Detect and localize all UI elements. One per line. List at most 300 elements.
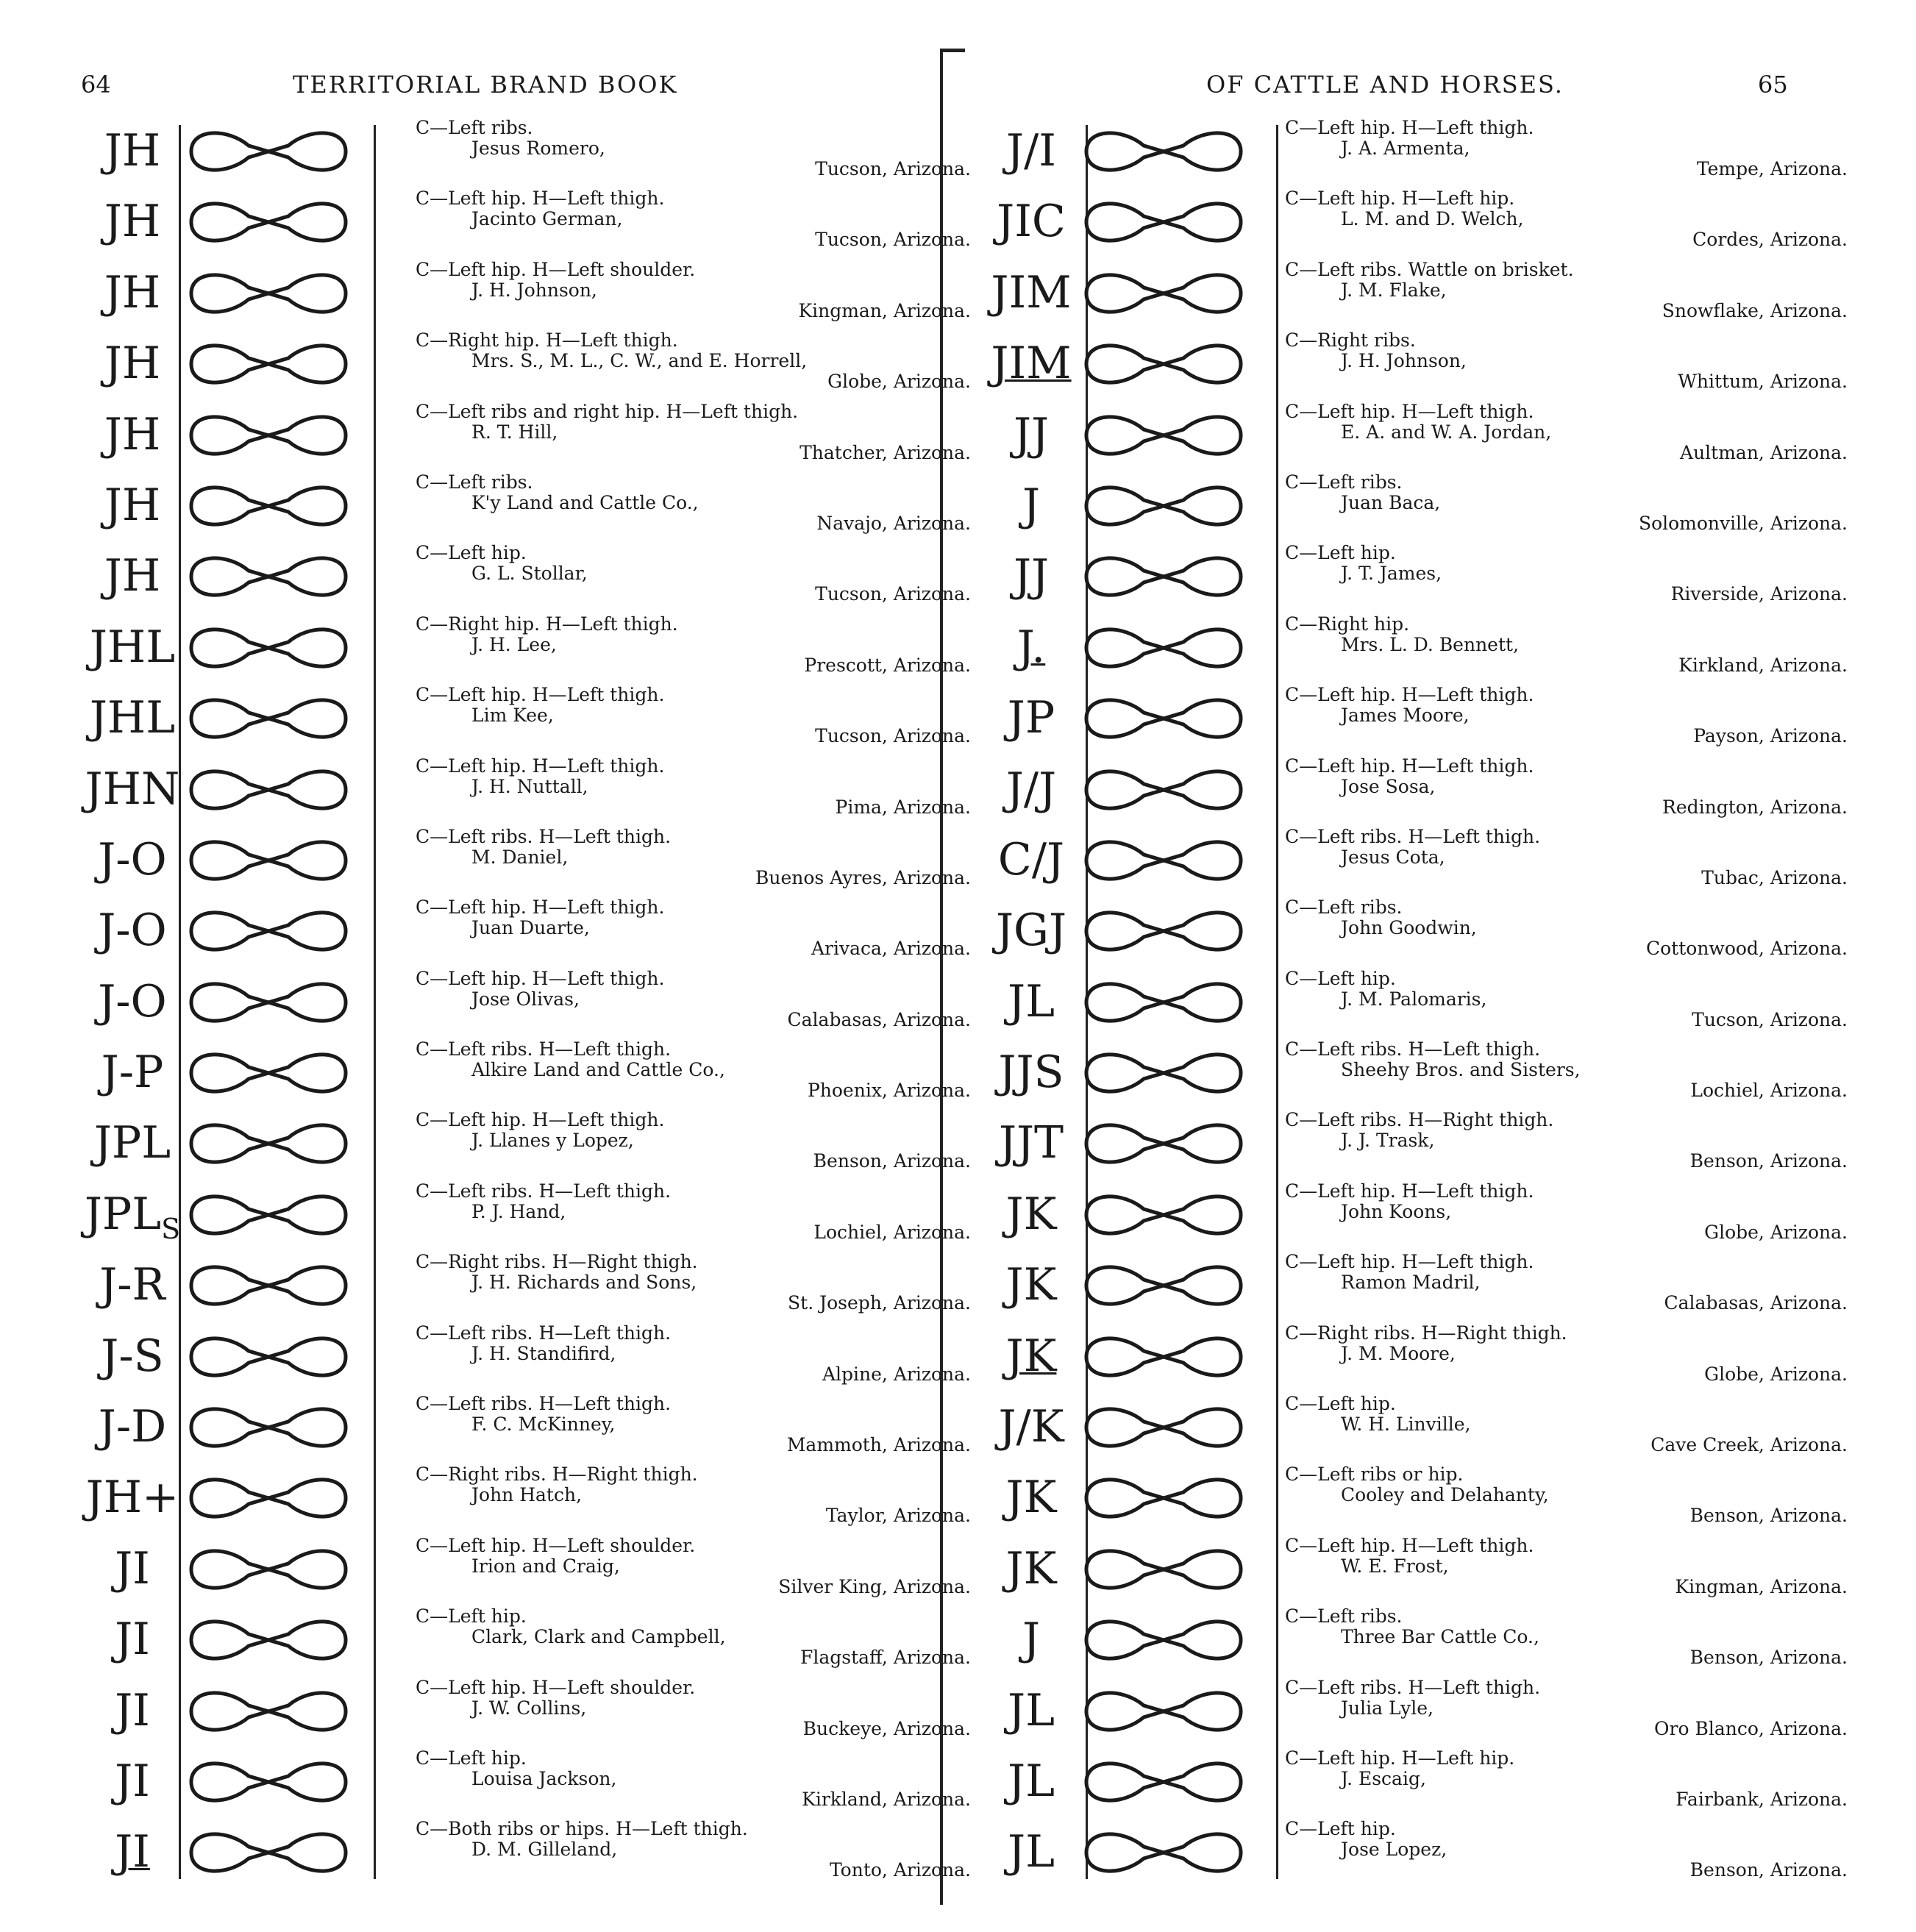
earmark-icon <box>1079 1541 1248 1597</box>
entry-text <box>1285 1039 1848 1101</box>
mark-location: C—Left ribs. <box>1285 897 1403 919</box>
owner-location: Phoenix, Arizona. <box>807 1080 971 1102</box>
owner-name: J. H. Nuttall, <box>471 775 588 797</box>
brand-entry <box>980 967 1848 1038</box>
brand-entry <box>980 400 1848 471</box>
owner-name: Mrs. S., M. L., C. W., and E. Horrell, <box>471 350 808 372</box>
brand-entry <box>980 1322 1848 1392</box>
owner-name: J. W. Collins, <box>471 1697 587 1719</box>
owner-location: Tempe, Arizona. <box>1696 158 1848 179</box>
brand-entry <box>81 400 971 471</box>
earmark-figure <box>1079 1612 1248 1668</box>
earmark-figure <box>184 124 353 179</box>
brand-entry <box>980 187 1848 257</box>
entry-text <box>416 260 971 321</box>
owner-name: Juan Duarte, <box>471 917 590 939</box>
brand-mark: J-R <box>99 1259 165 1311</box>
earmark-figure <box>1079 974 1248 1030</box>
brand-entry <box>980 116 1848 187</box>
owner-name: J. H. Lee, <box>471 633 557 655</box>
brand-mark: JK <box>1005 1188 1057 1240</box>
brand-mark: JK <box>1005 1542 1057 1594</box>
brand-mark: JL <box>1008 1755 1055 1807</box>
earmark-icon <box>184 1400 353 1455</box>
brand-mark: J-O <box>98 905 167 957</box>
owner-location: Silver King, Arizona. <box>778 1575 971 1597</box>
brand-entry <box>980 613 1848 683</box>
brand-entry <box>81 471 971 541</box>
entry-text <box>1285 1464 1848 1526</box>
owner-location: Benson, Arizona. <box>1689 1859 1848 1881</box>
entry-text <box>416 827 971 888</box>
brand-mark: JHL <box>89 621 176 673</box>
earmark-icon <box>1079 407 1248 463</box>
earmark-icon <box>184 1329 353 1385</box>
earmark-icon <box>1079 1683 1248 1739</box>
earmark-figure <box>1079 903 1248 959</box>
owner-location: Tucson, Arizona. <box>815 583 971 605</box>
brand-entry <box>980 1534 1848 1605</box>
brand-entry <box>980 683 1848 754</box>
owner-name: Julia Lyle, <box>1341 1697 1434 1719</box>
mark-location: C—Left ribs. H—Left thigh. <box>1285 1038 1541 1061</box>
earmark-icon <box>184 1470 353 1526</box>
earmark-figure <box>1079 762 1248 818</box>
entry-text <box>1285 188 1848 250</box>
brand-entry <box>980 258 1848 329</box>
brand-entry <box>81 683 971 754</box>
earmark-figure <box>184 903 353 959</box>
earmark-figure <box>184 194 353 250</box>
page-header: OF CATTLE AND HORSES. <box>1206 71 1564 99</box>
earmark-figure <box>184 833 353 888</box>
owner-name: J. T. James, <box>1341 563 1442 585</box>
brand-entry <box>81 329 971 399</box>
owner-name: Sheehy Bros. and Sisters, <box>1341 1059 1581 1081</box>
mark-location: C—Left ribs. <box>416 117 533 138</box>
owner-name: F. C. McKinney, <box>471 1414 616 1436</box>
earmark-icon <box>1079 903 1248 959</box>
owner-name: Alkire Land and Cattle Co., <box>471 1059 725 1081</box>
owner-name: John Goodwin, <box>1341 917 1477 939</box>
owner-location: Cave Creek, Arizona. <box>1650 1434 1848 1456</box>
owner-location: Oro Blanco, Arizona. <box>1654 1717 1848 1739</box>
earmark-figure <box>184 762 353 818</box>
owner-location: Tucson, Arizona. <box>815 229 971 251</box>
earmark-icon <box>1079 1400 1248 1455</box>
earmark-icon <box>1079 1329 1248 1385</box>
brand-mark: J/I <box>1006 125 1056 177</box>
brand-entry <box>81 1676 971 1747</box>
owner-location: Redington, Arizona. <box>1662 796 1848 818</box>
brand-entry <box>81 896 971 966</box>
owner-location: Calabasas, Arizona. <box>1664 1292 1848 1314</box>
owner-location: Kingman, Arizona. <box>798 299 971 321</box>
mark-location: C—Left hip. <box>416 1605 527 1628</box>
brand-entry <box>81 258 971 329</box>
mark-location: C—Left ribs. H—Left thigh. <box>416 1322 672 1344</box>
brand-entries <box>980 116 1848 1889</box>
entry-text <box>1285 402 1848 463</box>
earmark-icon <box>184 903 353 959</box>
mark-location: C—Left ribs and right hip. H—Left thigh. <box>416 400 799 422</box>
earmark-figure <box>1079 336 1248 392</box>
earmark-figure <box>1079 194 1248 250</box>
brand-entry <box>81 1322 971 1392</box>
mark-location: C—Left ribs. Wattle on brisket. <box>1285 258 1574 280</box>
owner-name: Cooley and Delahanty, <box>1341 1484 1549 1506</box>
brand-entry <box>81 1250 971 1321</box>
owner-location: Whittum, Arizona. <box>1678 371 1848 393</box>
entry-text <box>1285 969 1848 1030</box>
earmark-figure <box>1079 407 1248 463</box>
earmark-figure <box>184 691 353 746</box>
owner-name: L. M. and D. Welch, <box>1341 208 1524 230</box>
owner-name: R. T. Hill, <box>471 421 558 443</box>
brand-entry <box>980 1747 1848 1817</box>
owner-name: W. E. Frost, <box>1341 1555 1449 1577</box>
earmark-icon <box>184 620 353 676</box>
owner-location: Globe, Arizona. <box>1704 1221 1848 1243</box>
owner-name: J. H. Richards and Sons, <box>471 1272 697 1294</box>
owner-name: Mrs. L. D. Bennett, <box>1341 633 1520 655</box>
entry-text <box>416 1678 971 1739</box>
earmark-icon <box>1079 974 1248 1030</box>
earmark-icon <box>184 1612 353 1668</box>
brand-mark: JL <box>1008 1826 1055 1878</box>
owner-name: James Moore, <box>1341 705 1470 727</box>
brand-mark: JK <box>1005 1330 1057 1382</box>
brand-mark: JI <box>115 1684 150 1736</box>
owner-name: M. Daniel, <box>471 846 569 868</box>
entry-text <box>416 685 971 746</box>
mark-location: C—Left ribs. <box>1285 471 1403 493</box>
brand-mark: JH <box>104 125 161 177</box>
entry-text <box>416 969 971 1030</box>
entry-text <box>416 1252 971 1313</box>
owner-location: Lochiel, Arizona. <box>813 1221 971 1243</box>
brand-mark: J <box>1022 1614 1041 1666</box>
earmark-figure <box>184 1187 353 1243</box>
earmark-figure <box>1079 1187 1248 1243</box>
owner-name: Jose Olivas, <box>471 988 580 1010</box>
earmark-icon <box>184 1541 353 1597</box>
owner-name: J. A. Armenta, <box>1341 138 1470 159</box>
earmark-figure <box>184 974 353 1030</box>
entry-text <box>1285 1536 1848 1597</box>
owner-location: Cottonwood, Arizona. <box>1646 938 1848 960</box>
earmark-icon <box>184 265 353 321</box>
brand-mark: JI <box>115 1542 150 1594</box>
owner-location: Tonto, Arizona. <box>829 1859 971 1881</box>
entry-text <box>1285 756 1848 818</box>
brand-entry <box>980 1676 1848 1747</box>
mark-location: C—Left hip. H—Left shoulder. <box>416 1676 696 1698</box>
earmark-icon <box>1079 194 1248 250</box>
entry-text <box>416 472 971 534</box>
owner-name: Clark, Clark and Campbell, <box>471 1626 726 1648</box>
owner-name: John Hatch, <box>471 1484 583 1506</box>
brand-mark: J/K <box>998 1401 1064 1453</box>
entry-text <box>416 118 971 179</box>
entry-text <box>416 756 971 818</box>
mark-location: C—Left ribs. H—Left thigh. <box>416 1038 672 1061</box>
mark-location: C—Left ribs. H—Left thigh. <box>416 1393 672 1415</box>
owner-name: J. M. Flake, <box>1341 279 1447 301</box>
brand-mark: J <box>1022 479 1041 531</box>
earmark-icon <box>184 549 353 605</box>
owner-name: J. Llanes y Lopez, <box>471 1130 634 1152</box>
earmark-icon <box>1079 1045 1248 1101</box>
earmark-figure <box>184 1470 353 1526</box>
mark-location: C—Left ribs or hip. <box>1285 1464 1464 1486</box>
mark-location: C—Left hip. <box>416 542 527 564</box>
mark-location: C—Left ribs. H—Left thigh. <box>1285 825 1541 847</box>
mark-location: C—Left ribs. H—Right thigh. <box>1285 1109 1554 1131</box>
earmark-icon <box>1079 1258 1248 1313</box>
brand-entry <box>81 1534 971 1605</box>
owner-location: Globe, Arizona. <box>1704 1363 1848 1385</box>
earmark-icon <box>1079 833 1248 888</box>
mark-location: C—Left hip. H—Left hip. <box>1285 1747 1515 1769</box>
earmark-icon <box>184 1045 353 1101</box>
owner-location: Buckeye, Arizona. <box>802 1717 971 1739</box>
entry-text <box>416 1394 971 1455</box>
brand-mark: JJS <box>998 1047 1064 1099</box>
entry-text <box>416 1110 971 1172</box>
brand-mark: JIM <box>991 338 1072 390</box>
brand-entry <box>81 1392 971 1463</box>
brand-entry <box>980 896 1848 966</box>
page-number: 65 <box>1758 71 1788 99</box>
entry-text <box>416 1039 971 1101</box>
owner-name: W. H. Linville, <box>1341 1414 1471 1436</box>
brand-entries <box>81 116 971 1889</box>
brand-entry <box>980 1392 1848 1463</box>
earmark-icon <box>184 691 353 746</box>
brand-entry <box>980 1108 1848 1179</box>
entry-text <box>1285 330 1848 392</box>
earmark-figure <box>1079 1825 1248 1881</box>
brand-entry <box>81 1605 971 1675</box>
earmark-figure <box>1079 1541 1248 1597</box>
brand-mark: JGJ <box>995 905 1067 957</box>
owner-name: Irion and Craig, <box>471 1555 620 1577</box>
mark-location: C—Right hip. <box>1285 613 1410 635</box>
owner-name: Jesus Romero, <box>471 138 605 159</box>
mark-location: C—Left hip. H—Left thigh. <box>416 967 665 989</box>
entry-text <box>1285 1252 1848 1313</box>
earmark-figure <box>184 478 353 534</box>
brand-entry <box>980 755 1848 825</box>
entry-text <box>1285 260 1848 321</box>
brand-mark: J-D <box>98 1401 167 1453</box>
earmark-icon <box>1079 620 1248 676</box>
earmark-figure <box>184 1116 353 1172</box>
owner-location: Fairbank, Arizona. <box>1675 1788 1848 1810</box>
earmark-figure <box>184 265 353 321</box>
mark-location: C—Left ribs. <box>1285 1605 1403 1628</box>
mark-location: C—Left ribs. H—Left thigh. <box>1285 1676 1541 1698</box>
owner-location: Benson, Arizona. <box>1689 1647 1848 1669</box>
earmark-icon <box>184 407 353 463</box>
earmark-figure <box>184 1754 353 1810</box>
brand-entry <box>980 541 1848 612</box>
owner-location: Tucson, Arizona. <box>815 158 971 179</box>
owner-name: G. L. Stollar, <box>471 563 588 585</box>
owner-name: Three Bar Cattle Co., <box>1341 1626 1539 1648</box>
page-number: 64 <box>81 71 111 99</box>
earmark-icon <box>184 478 353 534</box>
brand-mark: J-P <box>101 1047 164 1099</box>
entry-text <box>1285 472 1848 534</box>
entry-text <box>416 1323 971 1385</box>
earmark-icon <box>184 1754 353 1810</box>
brand-mark: JH <box>104 196 161 248</box>
owner-location: Solomonville, Arizona. <box>1638 512 1848 534</box>
earmark-icon <box>1079 1116 1248 1172</box>
owner-location: Benson, Arizona. <box>813 1150 971 1172</box>
owner-location: Globe, Arizona. <box>827 371 971 393</box>
earmark-icon <box>1079 124 1248 179</box>
brand-mark: JJ <box>1013 550 1050 602</box>
earmark-figure <box>1079 691 1248 746</box>
brand-entry <box>980 1038 1848 1108</box>
brand-mark: JIC <box>997 196 1066 248</box>
earmark-figure <box>184 336 353 392</box>
brand-mark: JH <box>104 479 161 531</box>
mark-location: C—Left hip. H—Left thigh. <box>416 1109 665 1131</box>
earmark-icon <box>1079 691 1248 746</box>
brand-entry <box>980 825 1848 896</box>
earmark-icon <box>184 1825 353 1881</box>
owner-name: Jose Sosa, <box>1341 775 1436 797</box>
mark-location: C—Left hip. H—Left shoulder. <box>416 258 696 280</box>
owner-name: E. A. and W. A. Jordan, <box>1341 421 1552 443</box>
owner-location: Calabasas, Arizona. <box>787 1008 971 1030</box>
owner-location: St. Joseph, Arizona. <box>788 1292 971 1314</box>
earmark-icon <box>184 1187 353 1243</box>
earmark-figure <box>1079 1045 1248 1101</box>
brand-mark: JH+ <box>85 1472 179 1524</box>
mark-location: C—Left hip. H—Left thigh. <box>1285 1180 1534 1202</box>
owner-name: J. H. Standifird, <box>471 1342 616 1364</box>
earmark-icon <box>1079 1754 1248 1810</box>
earmark-icon <box>184 336 353 392</box>
brand-entry <box>81 1108 971 1179</box>
entry-text <box>416 897 971 959</box>
owner-name: D. M. Gilleland, <box>471 1839 618 1861</box>
mark-location: C—Right hip. H—Left thigh. <box>416 613 678 635</box>
brand-entry <box>81 1038 971 1108</box>
owner-location: Alpine, Arizona. <box>822 1363 971 1385</box>
earmark-icon <box>184 194 353 250</box>
entry-text <box>1285 1323 1848 1385</box>
entry-text <box>1285 614 1848 676</box>
entry-text <box>416 614 971 676</box>
brand-mark: JI <box>115 1755 150 1807</box>
brand-entry <box>81 1817 971 1888</box>
entry-text <box>416 1536 971 1597</box>
owner-name: J. M. Moore, <box>1341 1342 1456 1364</box>
mark-location: C—Left hip. H—Left thigh. <box>416 188 665 210</box>
brand-mark: JP <box>1007 692 1055 744</box>
entry-text <box>1285 1819 1848 1881</box>
brand-entry <box>980 1180 1848 1250</box>
earmark-figure <box>1079 1116 1248 1172</box>
mark-location: C—Left hip. H—Left thigh. <box>416 897 665 919</box>
brand-mark: JK <box>1005 1472 1057 1524</box>
brand-mark: JHL <box>89 692 176 744</box>
earmark-figure <box>184 1045 353 1101</box>
brand-mark: JJT <box>998 1117 1064 1169</box>
earmark-icon <box>1079 265 1248 321</box>
owner-name: J. J. Trask, <box>1341 1130 1435 1152</box>
owner-location: Kirkland, Arizona. <box>802 1788 971 1810</box>
earmark-figure <box>1079 1329 1248 1385</box>
brand-mark: JJ <box>1013 408 1050 460</box>
mark-location: C—Left hip. <box>1285 1393 1396 1415</box>
earmark-icon <box>1079 478 1248 534</box>
mark-location: C—Right ribs. <box>1285 329 1416 352</box>
brand-mark: JI <box>115 1826 150 1878</box>
earmark-icon <box>184 833 353 888</box>
earmark-figure <box>1079 1683 1248 1739</box>
brand-mark: $JPL_S$ <box>84 1188 181 1245</box>
earmark-icon <box>1079 762 1248 818</box>
entry-text <box>1285 1748 1848 1810</box>
earmark-figure <box>1079 833 1248 888</box>
entry-text <box>1285 118 1848 179</box>
owner-location: Aultman, Arizona. <box>1680 441 1848 463</box>
owner-location: Arivaca, Arizona. <box>811 938 971 960</box>
mark-location: C—Left hip. H—Left thigh. <box>1285 117 1534 138</box>
entry-text <box>416 1181 971 1243</box>
owner-location: Kirkland, Arizona. <box>1678 654 1848 676</box>
brand-entry <box>980 1250 1848 1321</box>
entry-text <box>416 330 971 392</box>
owner-name: Jose Lopez, <box>1341 1839 1447 1861</box>
mark-location: C—Left hip. H—Left shoulder. <box>416 1534 696 1556</box>
owner-name: P. J. Hand, <box>471 1200 566 1222</box>
entry-text <box>416 188 971 250</box>
earmark-figure <box>184 1541 353 1597</box>
owner-name: J. H. Johnson, <box>471 279 597 301</box>
mark-location: C—Left hip. <box>416 1747 527 1769</box>
owner-location: Snowflake, Arizona. <box>1662 299 1848 321</box>
brand-mark: JL <box>1008 1684 1055 1736</box>
owner-name: K'y Land and Cattle Co., <box>471 491 699 513</box>
brand-mark: JK <box>1005 1259 1057 1311</box>
owner-location: Flagstaff, Arizona. <box>800 1647 971 1669</box>
owner-location: Tucson, Arizona. <box>1692 1008 1848 1030</box>
brand-entry <box>980 1817 1848 1888</box>
mark-location: C—Right ribs. H—Right thigh. <box>1285 1322 1567 1344</box>
page-header: TERRITORIAL BRAND BOOK <box>293 71 678 99</box>
owner-name: J. M. Palomaris, <box>1341 988 1487 1010</box>
owner-location: Navajo, Arizona. <box>816 512 971 534</box>
owner-location: Tucson, Arizona. <box>815 725 971 747</box>
owner-name: Ramon Madril, <box>1341 1272 1481 1294</box>
entry-text <box>1285 1394 1848 1455</box>
earmark-figure <box>184 1258 353 1313</box>
entry-text <box>416 1606 971 1668</box>
entry-text <box>1285 1606 1848 1668</box>
brand-entry <box>81 967 971 1038</box>
owner-name: John Koons, <box>1341 1200 1452 1222</box>
entry-text <box>1285 543 1848 605</box>
owner-name: Jacinto German, <box>471 208 623 230</box>
